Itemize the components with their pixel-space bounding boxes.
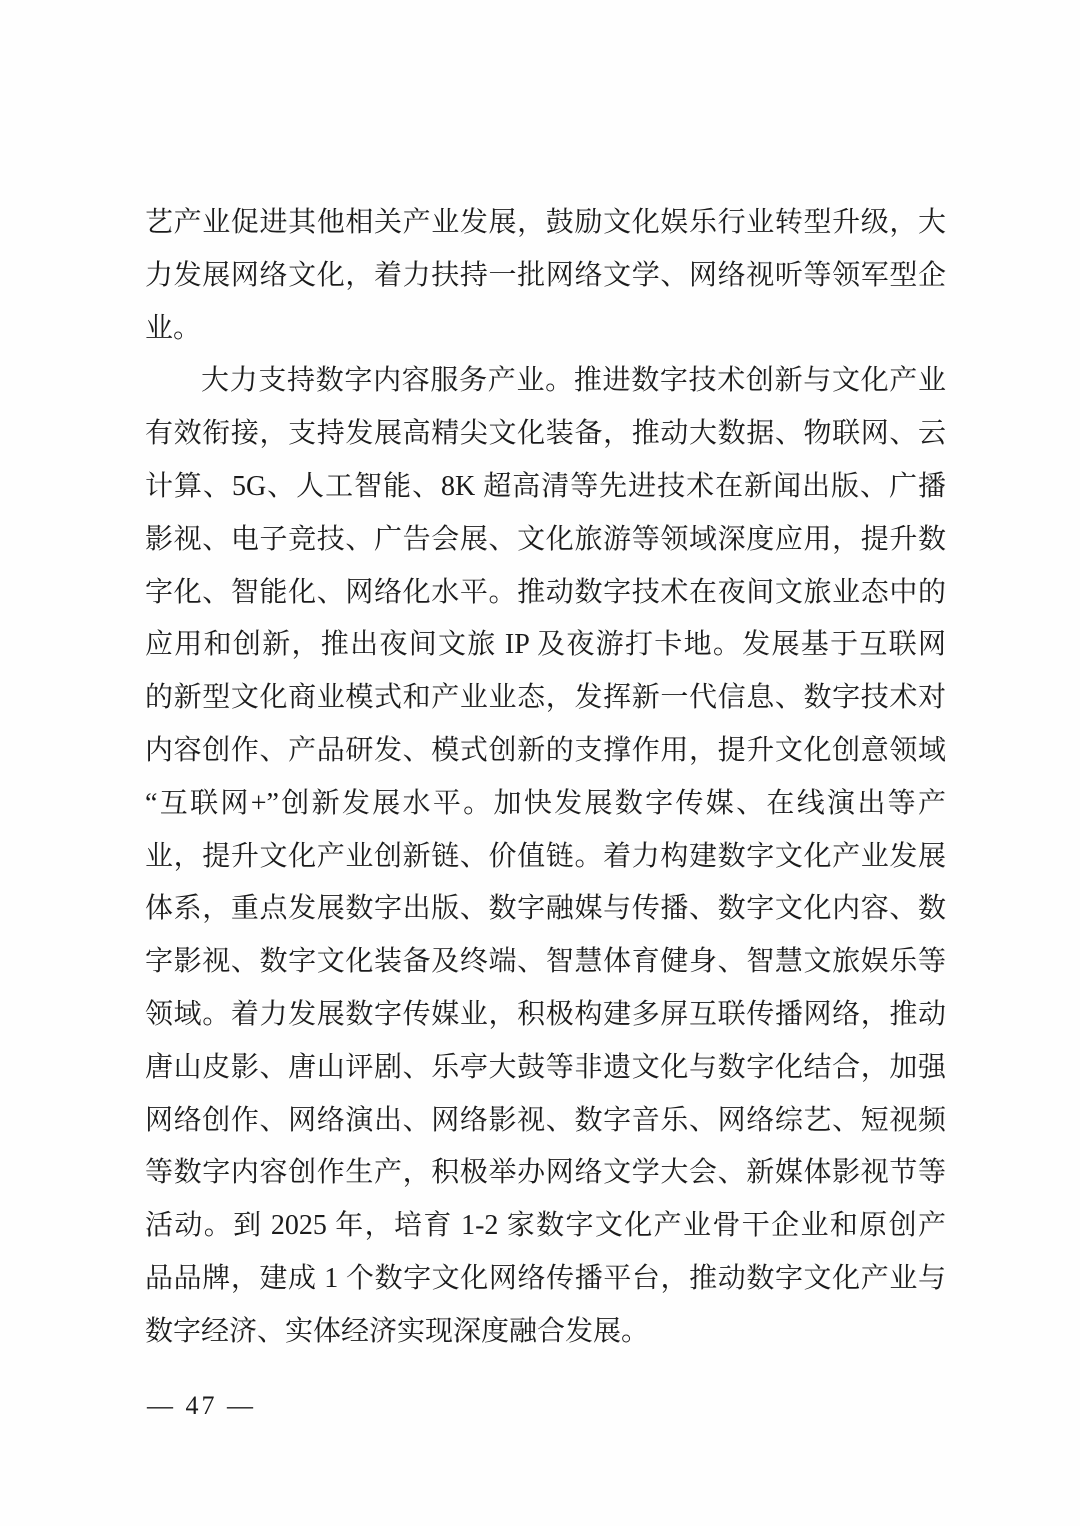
text-line: 等数字内容创作生产，积极举办网络文学大会、新媒体影视节等 <box>145 1157 946 1189</box>
text-line: 业，提升文化产业创新链、价值链。着力构建数字文化产业发展 <box>145 840 946 872</box>
text-line: 网络创作、网络演出、网络影视、数字音乐、网络综艺、短视频 <box>145 1104 946 1136</box>
paragraph-1 <box>145 197 946 355</box>
text-line: 唐山皮影、唐山评剧、乐亭大鼓等非遗文化与数字化结合，加强 <box>145 1051 946 1083</box>
text-line: 领域。着力发展数字传媒业，积极构建多屏互联传播网络，推动 <box>145 998 946 1030</box>
document-body <box>145 197 946 1359</box>
text-line: 字影视、数字文化装备及终端、智慧体育健身、智慧文旅娱乐等 <box>145 946 946 978</box>
text-line: 业。 <box>145 312 202 344</box>
text-line: 计算、5G、人工智能、8K 超高清等先进技术在新闻出版、广播 <box>145 470 946 502</box>
text-line: 的新型文化商业模式和产业业态，发挥新一代信息、数字技术对 <box>145 682 946 714</box>
text-line: 内容创作、产品研发、模式创新的支撑作用，提升文化创意领域 <box>145 734 946 766</box>
paragraph-2 <box>145 355 946 1358</box>
text-line: 字化、智能化、网络化水平。推动数字技术在夜间文旅业态中的 <box>145 576 946 608</box>
text-line: 大力支持数字内容服务产业。推进数字技术创新与文化产业 <box>201 365 946 397</box>
page-number: — 47 — <box>147 1391 256 1420</box>
text-line: “互联网+”创新发展水平。加快发展数字传媒、在线演出等产 <box>145 787 946 819</box>
text-line: 力发展网络文化，着力扶持一批网络文学、网络视听等领军型企 <box>145 259 946 291</box>
text-line: 体系，重点发展数字出版、数字融媒与传播、数字文化内容、数 <box>145 893 946 925</box>
text-line: 活动。到 2025 年，培育 1-2 家数字文化产业骨干企业和原创产 <box>145 1210 946 1242</box>
text-line: 有效衔接，支持发展高精尖文化装备，推动大数据、物联网、云 <box>145 418 946 450</box>
text-line: 品品牌，建成 1 个数字文化网络传播平台，推动数字文化产业与 <box>145 1262 946 1294</box>
text-line: 应用和创新，推出夜间文旅 IP 及夜游打卡地。发展基于互联网 <box>145 629 946 661</box>
text-line: 艺产业促进其他相关产业发展，鼓励文化娱乐行业转型升级，大 <box>145 207 946 238</box>
text-line: 数字经济、实体经济实现深度融合发展。 <box>145 1315 650 1347</box>
text-line: 影视、电子竞技、广告会展、文化旅游等领域深度应用，提升数 <box>145 523 946 555</box>
